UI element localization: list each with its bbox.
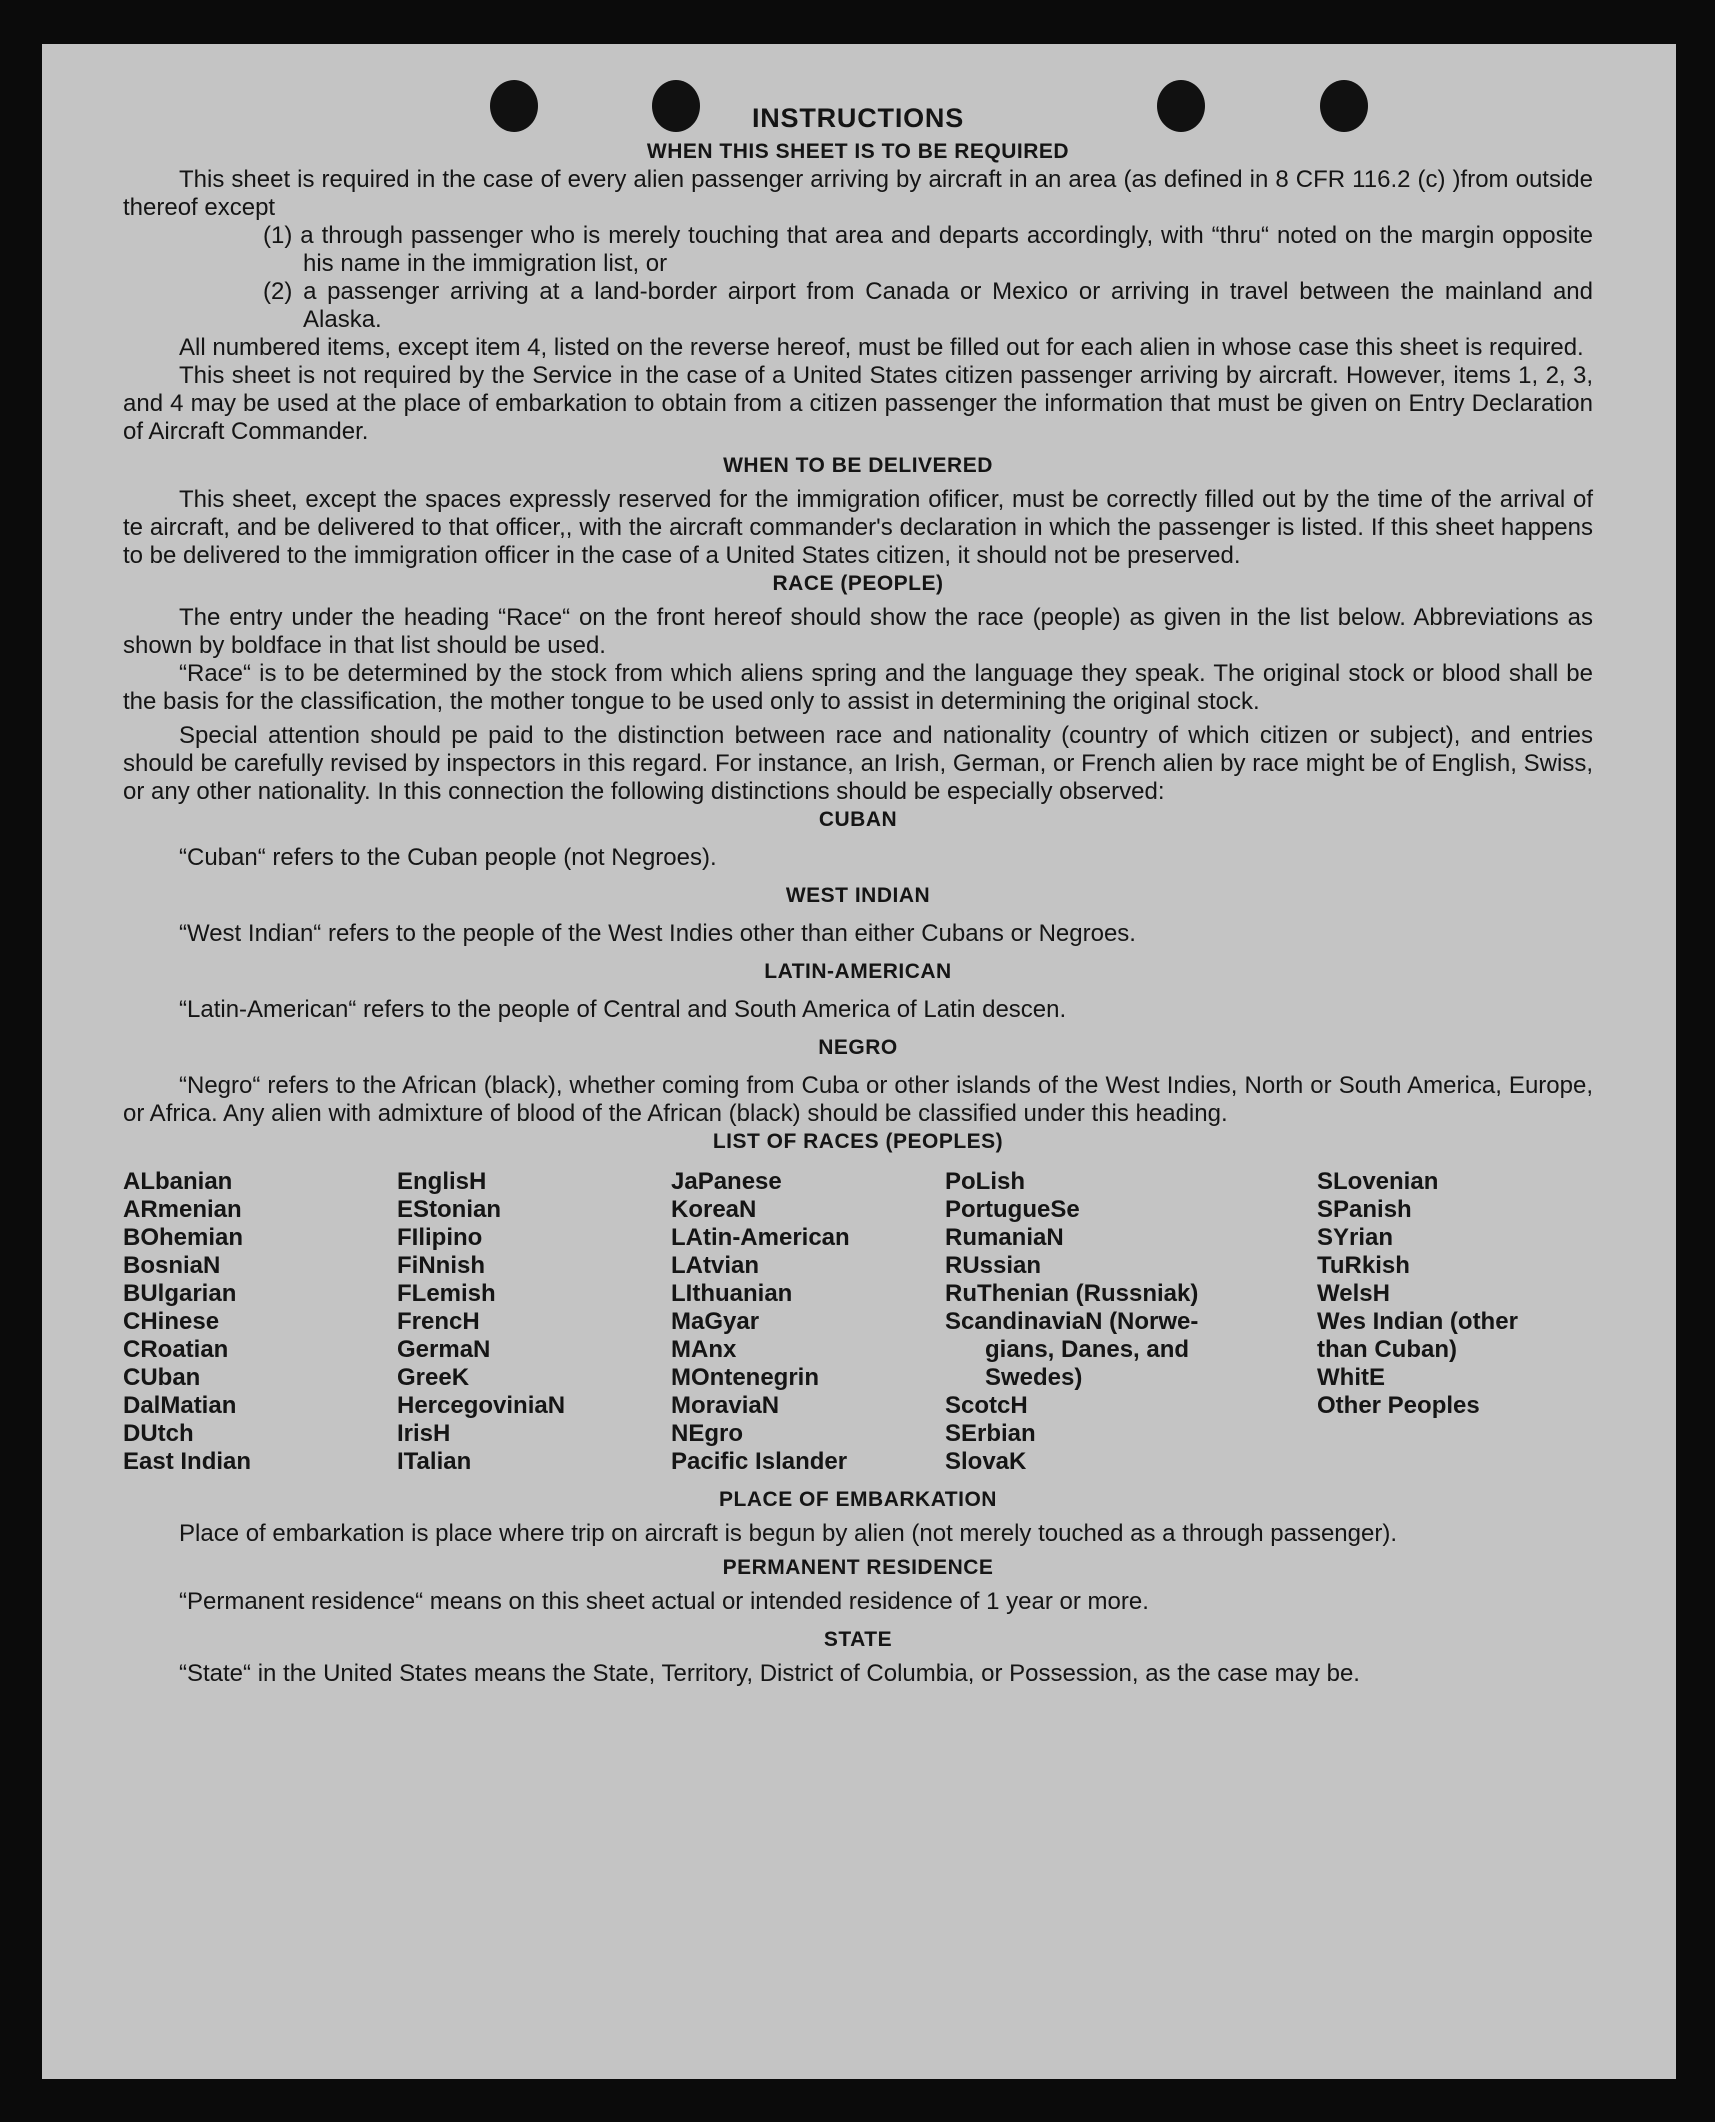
race-item: EnglisH: [397, 1168, 487, 1195]
heading-state: STATE: [823, 1628, 893, 1651]
race-item: ScandinaviaN (Norwe-: [945, 1308, 1199, 1335]
paragraph-special-attention: Special attention should pe paid to the distinction between race and nationality (country of which citizen or subject), and entries should be carefully revised by inspectors in this regard. For instance, an Irish, German, or French alien by race might be of English, Swiss, or any other nationality. In this connection the following distinctions should be especially observed:: [123, 722, 1593, 805]
races-column-1: [123, 1168, 397, 1476]
race-item: RumaniaN: [945, 1224, 1064, 1251]
race-item: than Cuban): [1317, 1336, 1457, 1363]
paragraph-residence-def: “Permanent residence“ means on this sheet actual or intended residence of 1 year or more.: [179, 1588, 1149, 1615]
paragraph-numbered-items: All numbered items, except item 4, listed on the reverse hereof, must be filled out for each alien in whose case this sheet is required.: [179, 334, 1584, 361]
race-item: PortugueSe: [945, 1196, 1080, 1223]
race-item: BOhemian: [123, 1224, 244, 1251]
race-item: ALbanian: [123, 1168, 233, 1195]
paragraph-latin-american-def: “Latin-American“ refers to the people of Central and South America of Latin descen.: [179, 996, 1067, 1023]
race-item: RuThenian (Russniak): [945, 1280, 1199, 1307]
race-item: FLemish: [397, 1280, 496, 1307]
paragraph-negro-def: “Negro“ refers to the African (black), whether coming from Cuba or other islands of the West Indies, North or South America, Europe, or Africa. Any alien with admixture of blood of the African (black) should be classified under this heading.: [123, 1072, 1593, 1127]
race-item: GermaN: [397, 1336, 491, 1363]
heading-latin-american: LATIN-AMERICAN: [764, 960, 952, 983]
race-item: MAnx: [671, 1336, 737, 1363]
race-item: PoLish: [945, 1168, 1026, 1195]
race-item: CRoatian: [123, 1336, 229, 1363]
paragraph-required-item-2: (2) a passenger arriving at a land-border airport from Canada or Mexico or arriving in travel between the mainland and Alaska.: [263, 278, 1593, 333]
heading-negro: NEGRO: [818, 1036, 898, 1059]
paragraph-race-entry: The entry under the heading “Race“ on the front hereof should show the race (people) as given in the list below. Abbreviations as shown by boldface in that list should be used.: [123, 604, 1593, 659]
races-column-3: [671, 1168, 945, 1476]
race-item: CUban: [123, 1364, 201, 1391]
race-item: gians, Danes, and: [985, 1336, 1190, 1363]
race-item: SErbian: [945, 1420, 1036, 1447]
paragraph-state-def: “State“ in the United States means the State, Territory, District of Columbia, or Possession, as the case may be.: [179, 1660, 1360, 1687]
race-item: ScotcH: [945, 1392, 1028, 1419]
heading-place-of-embarkation: PLACE OF EMBARKATION: [719, 1488, 997, 1511]
race-item: ARmenian: [123, 1196, 242, 1223]
races-column-2: [397, 1168, 671, 1476]
paragraph-cuban-def: “Cuban“ refers to the Cuban people (not Negroes).: [179, 844, 717, 871]
race-item: LIthuanian: [671, 1280, 793, 1307]
paragraph-embarkation-def: Place of embarkation is place where trip on aircraft is begun by alien (not merely touched as a through passenger).: [179, 1520, 1397, 1547]
heading-race-people: RACE (PEOPLE): [772, 572, 944, 595]
paragraph-not-required: This sheet is not required by the Service in the case of a United States citizen passenger arriving by aircraft. However, items 1, 2, 3, and 4 may be used at the place of embarkation to obtain from a citizen passenger the information that must be given on Entry Declaration of Aircraft Commander.: [123, 362, 1593, 445]
race-item: LAtin-American: [671, 1224, 850, 1251]
race-item: TuRkish: [1317, 1252, 1410, 1279]
paragraph-delivered: This sheet, except the spaces expressly reserved for the immigration ofificer, must be correctly filled out by the time of the arrival of te aircraft, and be delivered to that officer,, with the aircraft commander's declaration in which the passenger is listed. If this sheet happens to be delivered to the immigration officer in the case of a United States citizen, it should not be preserved.: [123, 486, 1593, 569]
instructions-content: [123, 98, 1593, 1688]
heading-when-required: WHEN THIS SHEET IS TO BE REQUIRED: [646, 140, 1070, 163]
paragraph-west-indian-def: “West Indian“ refers to the people of the West Indies other than either Cubans or Negroes.: [179, 920, 1136, 947]
race-item: Wes Indian (other: [1317, 1308, 1518, 1335]
heading-west-indian: WEST INDIAN: [785, 884, 931, 907]
race-item: KoreaN: [671, 1196, 757, 1223]
race-item: SYrian: [1317, 1224, 1394, 1251]
race-item: East Indian: [123, 1448, 252, 1475]
race-item: MaGyar: [671, 1308, 760, 1335]
race-item: LAtvian: [671, 1252, 760, 1279]
heading-when-delivered: WHEN TO BE DELIVERED: [723, 454, 993, 477]
race-item: CHinese: [123, 1308, 220, 1335]
race-item: Swedes): [985, 1364, 1083, 1391]
race-item: HercegoviniaN: [397, 1392, 566, 1419]
race-item: JaPanese: [671, 1168, 782, 1195]
race-item: MoraviaN: [671, 1392, 780, 1419]
race-item: DalMatian: [123, 1392, 237, 1419]
paragraph-required-item-1: (1) a through passenger who is merely touching that area and departs accordingly, with “thru“ noted on the margin opposite his name in the immigration list, or: [263, 222, 1593, 277]
race-item: ITalian: [397, 1448, 472, 1475]
race-item: Pacific Islander: [671, 1448, 848, 1475]
paragraph-race-determined: “Race“ is to be determined by the stock from which aliens spring and the language they speak. The original stock or blood shall be the basis for the classification, the mother tongue to be used only to assist in determining the original stock.: [123, 660, 1593, 715]
race-item: MOntenegrin: [671, 1364, 819, 1391]
race-item: BUlgarian: [123, 1280, 237, 1307]
race-item: GreeK: [397, 1364, 470, 1391]
heading-permanent-residence: PERMANENT RESIDENCE: [722, 1556, 994, 1579]
instructions-title: INSTRUCTIONS: [751, 103, 965, 133]
races-column-4: [945, 1168, 1317, 1476]
race-item: IrisH: [397, 1420, 451, 1447]
race-item: SPanish: [1317, 1196, 1412, 1223]
race-item: BosniaN: [123, 1252, 221, 1279]
race-item: SLovenian: [1317, 1168, 1439, 1195]
document-page: [42, 44, 1676, 2079]
races-list: [123, 1168, 1593, 1476]
race-item: NEgro: [671, 1420, 743, 1447]
race-item: EStonian: [397, 1196, 502, 1223]
race-item: WelsH: [1317, 1280, 1390, 1307]
race-item: DUtch: [123, 1420, 194, 1447]
race-item: SlovaK: [945, 1448, 1027, 1475]
race-item: RUssian: [945, 1252, 1042, 1279]
race-item: FrencH: [397, 1308, 480, 1335]
race-item: Other Peoples: [1317, 1392, 1480, 1419]
race-item: FIlipino: [397, 1224, 483, 1251]
races-column-5: [1317, 1168, 1593, 1476]
race-item: FiNnish: [397, 1252, 485, 1279]
paragraph-required-intro: This sheet is required in the case of every alien passenger arriving by aircraft in an area (as defined in 8 CFR 116.2 (c) )from outside thereof except: [123, 166, 1593, 221]
heading-cuban: CUBAN: [818, 808, 898, 831]
heading-list-of-races: LIST OF RACES (PEOPLES): [712, 1130, 1004, 1153]
race-item: WhitE: [1317, 1364, 1385, 1391]
